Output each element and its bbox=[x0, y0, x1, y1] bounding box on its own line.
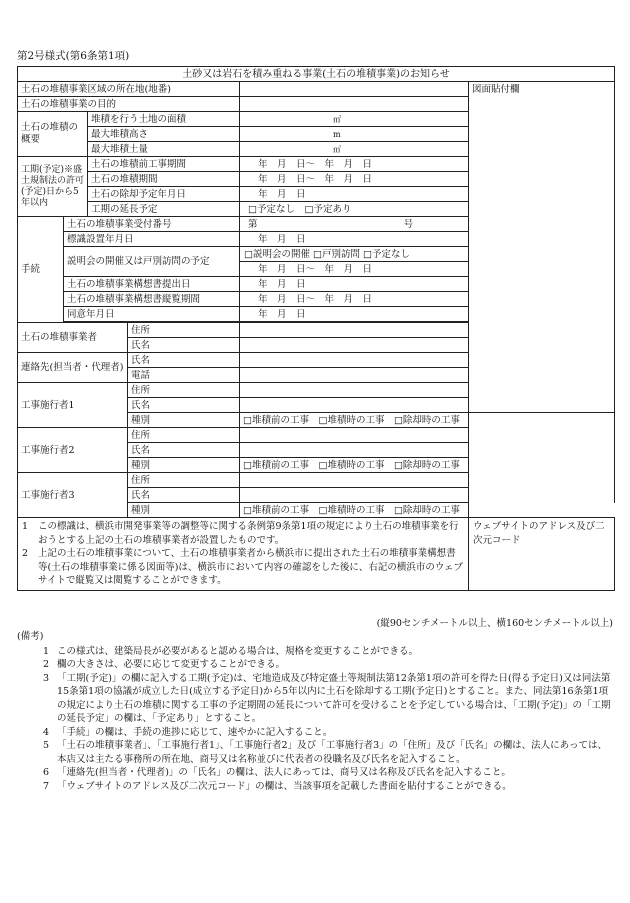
sign-date-label: 標識設置年月日 bbox=[64, 232, 240, 247]
contractor3-name-value[interactable] bbox=[240, 488, 469, 503]
height-unit: m bbox=[333, 129, 341, 139]
size-note: (縦90センチメートル以上、横160センチメートル以上) bbox=[376, 618, 613, 629]
contractor2-label: 工事施行者2 bbox=[18, 428, 128, 473]
operator-address-label: 住所 bbox=[128, 323, 240, 338]
contractor3-type-checkboxes[interactable]: □堆積前の工事 □堆積時の工事 □除却時の工事 bbox=[240, 503, 469, 518]
website-area bbox=[469, 518, 615, 591]
meeting-date-value[interactable]: 年 月 日〜 年 月 日 bbox=[240, 262, 469, 277]
contractor2-name-label: 氏名 bbox=[128, 443, 240, 458]
remark-item bbox=[17, 645, 615, 659]
remark-item bbox=[17, 726, 615, 740]
notice-notes bbox=[18, 518, 469, 591]
removal-date-label: 土石の除却予定年月日 bbox=[88, 187, 240, 202]
remark-text: この様式は、建築局長が必要があると認める場合は、規格を変更することができる。 bbox=[57, 645, 419, 657]
area-label: 堆積を行う土地の面積 bbox=[88, 112, 240, 127]
extension-label: 工期の延長予定 bbox=[88, 202, 240, 217]
procedure-label: 手続 bbox=[18, 217, 64, 323]
remark-item bbox=[17, 672, 615, 726]
overview-label: 土石の堆積の概要 bbox=[18, 112, 88, 157]
remark-text: 「ウェブサイトのアドレス及び二次元コード」の欄は、当該事項を記載した書面を貼付することができる。 bbox=[57, 780, 512, 792]
plan-view-value[interactable]: 年 月 日〜 年 月 日 bbox=[240, 292, 469, 307]
remark-item bbox=[17, 658, 615, 672]
remark-text: 「手続」の欄は、手続の進捗に応じて、速やかに記入すること。 bbox=[57, 726, 333, 738]
max-height-label: 最大堆積高さ bbox=[88, 127, 240, 142]
remark-item bbox=[17, 739, 615, 766]
remark-text: 欄の大きさは、必要に応じて変更することができる。 bbox=[57, 659, 286, 670]
note-item bbox=[22, 520, 464, 547]
remarks-heading: (備考) bbox=[17, 631, 44, 642]
contractor3-address-label: 住所 bbox=[128, 473, 240, 488]
max-volume-value[interactable] bbox=[240, 142, 469, 157]
max-height-value[interactable] bbox=[240, 127, 469, 142]
location-value[interactable] bbox=[240, 82, 469, 97]
image-area-label: 図面貼付欄 bbox=[472, 84, 520, 95]
receipt-no-value[interactable] bbox=[240, 217, 469, 232]
contractor2-name-value[interactable] bbox=[240, 443, 469, 458]
remark-number: 7 bbox=[42, 780, 49, 792]
plan-submit-label: 土石の堆積事業構想書提出日 bbox=[64, 277, 240, 292]
contractor3-address-value[interactable] bbox=[240, 473, 469, 488]
note-text: この標識は、横浜市開発事業等の調整等に関する条例第9条第1項の規定により土石の堆積事業を行おうとする上記の土石の堆積事業者が設置したものです。 bbox=[38, 521, 459, 546]
remark-text: 「工期(予定)」の欄に記入する工期(予定)は、宅地造成及び特定盛土等規制法第12条第1項の許可を得た日(得る予定日)又は同法第15条第1項の協議が成立した日(成立する予定日)から5年以内に土石を除却する工期(予定日)とすること。また、同法第16条第1項の規定により土石の堆積に関する工事の予定期間の延長について許可を受けることを予定している場合は、「工期(予定)」の「工期の延長予定」の欄は、「予定あり」とすること。 bbox=[57, 672, 611, 724]
contractor1-address-value[interactable] bbox=[240, 383, 469, 398]
remark-number: 4 bbox=[42, 726, 49, 738]
pre-period-label: 土石の堆積前工事期間 bbox=[88, 157, 240, 172]
operator-name-value[interactable] bbox=[240, 338, 469, 353]
pre-period-value[interactable]: 年 月 日〜 年 月 日 bbox=[240, 157, 469, 172]
receipt-no-prefix: 第 bbox=[248, 218, 258, 230]
remark-number: 2 bbox=[42, 659, 49, 670]
plan-submit-value[interactable]: 年 月 日 bbox=[240, 277, 469, 292]
remark-item bbox=[17, 780, 615, 794]
contractor2-type-checkboxes[interactable]: □堆積前の工事 □堆積時の工事 □除却時の工事 bbox=[240, 458, 469, 473]
note-item bbox=[22, 547, 464, 588]
area-unit: ㎡ bbox=[333, 114, 341, 124]
contractor2-address-value[interactable] bbox=[240, 428, 469, 443]
image-area bbox=[469, 82, 615, 413]
operator-name-label: 氏名 bbox=[128, 338, 240, 353]
operator-address-value[interactable] bbox=[240, 323, 469, 338]
purpose-label: 土石の堆積事業の目的 bbox=[18, 97, 240, 112]
contractor3-name-label: 氏名 bbox=[128, 488, 240, 503]
remark-number: 5 bbox=[42, 740, 49, 751]
contractor1-type-label: 種別 bbox=[128, 413, 240, 428]
contractor2-address-label: 住所 bbox=[128, 428, 240, 443]
pile-period-label: 土石の堆積期間 bbox=[88, 172, 240, 187]
note-number: 2 bbox=[22, 548, 29, 559]
sign-date-value[interactable]: 年 月 日 bbox=[240, 232, 469, 247]
meeting-label: 説明会の開催又は戸別訪問の予定 bbox=[64, 247, 240, 277]
notice-table bbox=[17, 66, 615, 591]
contact-name-label: 氏名 bbox=[128, 353, 240, 368]
meeting-checkboxes[interactable]: □説明会の開催 □戸別訪問 □予定なし bbox=[240, 247, 469, 262]
purpose-value[interactable] bbox=[240, 97, 469, 112]
remarks-section bbox=[17, 630, 615, 793]
contractor1-label: 工事施行者1 bbox=[18, 383, 128, 428]
remark-text: 「連絡先(担当者・代理者)」の「氏名」の欄は、法人にあっては、商号又は名称及び氏名を記入すること。 bbox=[57, 767, 511, 778]
contact-phone-value[interactable] bbox=[240, 368, 469, 383]
contractor1-type-checkboxes[interactable]: □堆積前の工事 □堆積時の工事 □除却時の工事 bbox=[240, 413, 469, 428]
receipt-no-suffix: 号 bbox=[403, 218, 414, 230]
contact-name-value[interactable] bbox=[240, 353, 469, 368]
contractor2-type-label: 種別 bbox=[128, 458, 240, 473]
consent-value[interactable]: 年 月 日 bbox=[240, 307, 469, 322]
contractor3-type-label: 種別 bbox=[128, 503, 240, 518]
contact-label: 連絡先(担当者・代理者) bbox=[18, 353, 128, 383]
pile-period-value[interactable]: 年 月 日〜 年 月 日 bbox=[240, 172, 469, 187]
consent-label: 同意年月日 bbox=[64, 307, 240, 322]
remark-item bbox=[17, 766, 615, 780]
contractor1-name-value[interactable] bbox=[240, 398, 469, 413]
removal-date-value[interactable]: 年 月 日 bbox=[240, 187, 469, 202]
schedule-label: 工期(予定)※盛土規制法の許可(予定)日から5年以内 bbox=[18, 157, 88, 217]
extension-checkboxes[interactable]: □予定なし □予定あり bbox=[240, 202, 469, 217]
note-number: 1 bbox=[22, 521, 29, 532]
location-label: 土石の堆積事業区域の所在地(地番) bbox=[18, 82, 240, 97]
contractor1-name-label: 氏名 bbox=[128, 398, 240, 413]
contractor1-address-label: 住所 bbox=[128, 383, 240, 398]
notice-title: 土砂又は岩石を積み重ねる事業(土石の堆積事業)のお知らせ bbox=[18, 67, 615, 82]
remark-number: 3 bbox=[42, 672, 49, 684]
plan-view-label: 土石の堆積事業構想書縦覧期間 bbox=[64, 292, 240, 307]
remark-number: 1 bbox=[42, 645, 49, 657]
receipt-no-label: 土石の堆積事業受付番号 bbox=[64, 217, 240, 232]
contact-phone-label: 電話 bbox=[128, 368, 240, 383]
contractor3-label: 工事施行者3 bbox=[18, 473, 128, 518]
remark-text: 「土石の堆積事業者」、「工事施行者1」、「工事施行者2」及び「工事施行者3」の「住所」及び「氏名」の欄は、法人にあっては、本店又は主たる事務所の所在地、商号又は名称並びに代表者の役職名及び氏名を記入すること。 bbox=[57, 740, 608, 765]
note-text: 上記の土石の堆積事業について、土石の堆積事業者から横浜市に提出された土石の堆積事業構想書等(土石の堆積事業に係る図面等)は、横浜市において内容の確認をした後に、右記の横浜市のウェブサイトで縦覧又は閲覧することができます。 bbox=[38, 548, 464, 586]
operator-label: 土石の堆積事業者 bbox=[18, 323, 128, 353]
max-volume-label: 最大堆積土量 bbox=[88, 142, 240, 157]
remark-number: 6 bbox=[42, 767, 49, 778]
form-number: 第2号様式(第6条第1項) bbox=[17, 50, 130, 62]
volume-unit: ㎥ bbox=[333, 144, 341, 154]
website-label: ウェブサイトのアドレス及び二次元コード bbox=[473, 521, 605, 546]
area-value[interactable] bbox=[240, 112, 469, 127]
